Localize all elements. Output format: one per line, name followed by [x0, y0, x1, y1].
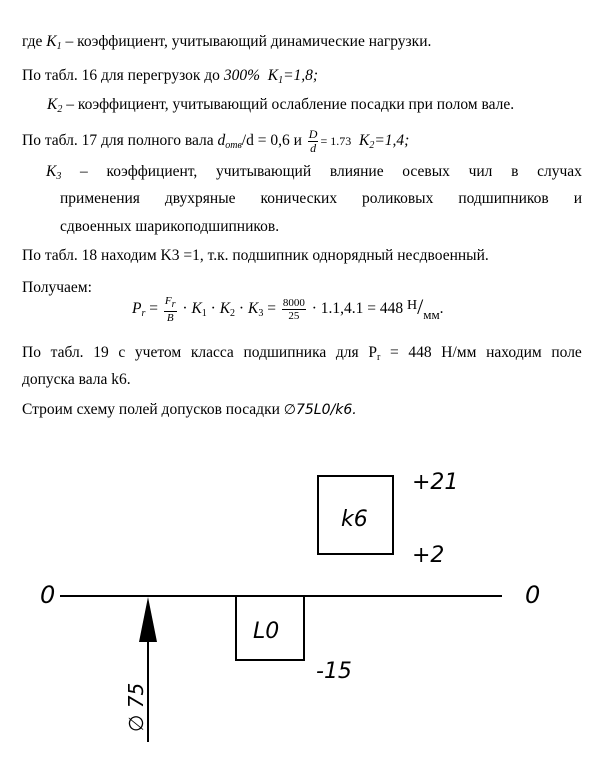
- text-line-table18: По табл. 18 находим K3 =1, т.к. подшипник однорядный несдвоенный.: [22, 247, 489, 264]
- text-line-table17: По табл. 17 для полного вала $d_{отв}/d = 0,6$ и $\frac{D}{d}$ = 1.73 $K_2=1,4$;: [22, 127, 410, 155]
- l0-lower-deviation: -15: [316, 659, 352, 684]
- formula-pr: $P_r$ = $\frac{F_r}{B}$ · $K_1 \cdot K_2 \cdot K_3$ = $\frac{8000}{25}$ · 1.1,4.1 = 448 $Н/_{мм}$.: [132, 294, 444, 324]
- text-line-table16: По табл. 16 для перегрузок до 300% $K_1=1,8$;: [22, 67, 319, 86]
- diameter-arrow-icon: [139, 597, 157, 642]
- k6-upper-deviation: +21: [412, 470, 459, 495]
- text-line-k1: где $K_1$ – коэффициент, учитывающий динамические нагрузки.: [22, 33, 432, 52]
- text-line-k3: $K_3$ – коэффициент, учитывающий влияние осевых чил в случах: [46, 163, 582, 182]
- text-line-bearings: применения двухряные конических роликовых подшипников и: [60, 190, 582, 207]
- text-line-double-bearings: сдвоенных шарикоподшипников.: [60, 218, 280, 235]
- ratio-fraction: $\frac{D}{d}$: [308, 127, 318, 155]
- text-line-result: Получаем:: [22, 279, 92, 296]
- text-line-tolerance-k6: допуска вала k6.: [22, 371, 131, 388]
- text-line-k2: $K_2$ – коэффициент, учитывающий ослабление посадки при полом вале.: [47, 96, 515, 115]
- text-line-build-scheme: Строим схему полей допусков посадки ∅75L0/k6.: [22, 401, 357, 418]
- k6-lower-deviation: +2: [412, 543, 445, 568]
- diameter-label: ∅ 75: [124, 682, 148, 732]
- l0-label: L0: [253, 619, 280, 644]
- zero-label-right: 0: [525, 581, 541, 609]
- zero-label-left: 0: [40, 581, 56, 609]
- tolerance-diagram: [0, 430, 606, 760]
- text-line-table19: По табл. 19 с учетом класса подшипника для $P_r$ = 448 Н/мм находим поле: [22, 344, 582, 363]
- k6-label: k6: [341, 507, 368, 532]
